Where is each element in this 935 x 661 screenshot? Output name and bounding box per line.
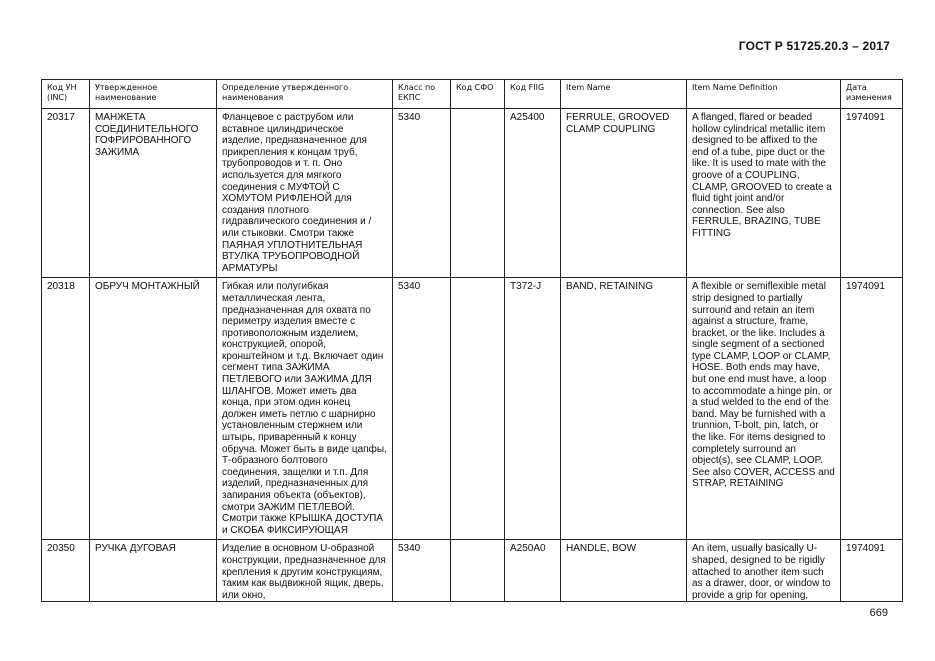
cell-fiig-code: A25400 [505,109,561,278]
header-change-date: Дата изменения [841,80,903,109]
cell-change-date: 1974091 [841,540,903,602]
cell-sfo-code [451,540,505,602]
cell-item-name-definition: A flexible or semiflexible metal strip designed to partially surround and retain an item against a structure, frame, bracket, or the like. Includes a single segment of a sectioned type CLAMP, LOOP or CLAMP, HOSE. Both ends may have, but one end must have, a loop to accommodate a hinge pin, or a stud welded to the end of the band. May be furnished with a trunnion, T-bolt, pin, latch, or the like. For items designed to completely surround an object(s), see CLAMP, LOOP. See also COVER, ACCESS and STRAP, RETAINING [687,278,841,540]
page-number: 669 [869,607,888,619]
cell-approved-name: РУЧКА ДУГОВАЯ [90,540,217,602]
cell-approved-name: МАНЖЕТА СОЕДИНИТЕЛЬНОГО ГОФРИРОВАННОГО ЗАЖИМА [90,109,217,278]
header-approved-name: Утвержденное наименование [90,80,217,109]
cell-class: 5340 [393,278,451,540]
cell-change-date: 1974091 [841,278,903,540]
cell-code: 20318 [42,278,90,540]
cell-sfo-code [451,278,505,540]
header-sfo-code: Код СФО [451,80,505,109]
cell-class: 5340 [393,109,451,278]
item-name-table [41,79,903,602]
cell-name-definition: Гибкая или полугибкая металлическая лента, предназначенная для охвата по периметру изделия вместе с противоположным изделием, конструкцией, опорой, кронштейном и т.д. Включает один сегмент типа ЗАЖИМА ПЕТЛЕВОГО или ЗАЖИМА ДЛЯ ШЛАНГОВ. Может иметь два конца, при этом один конец должен иметь петлю с шарнирно установленным стержнем или штырь, приваренный к концу обруча. Может быть в виде цапфы, Т-образного болтового соединения, защелки и т.п. Для изделий, предназначенных для запирания объекта (объектов), смотри ЗАЖИМ ПЕТЛЕВОЙ. Смотри также КРЫШКА ДОСТУПА и СКОБА ФИКСИРУЮЩАЯ [217,278,393,540]
header-code: Код УН (INC) [42,80,90,109]
cell-class: 5340 [393,540,451,602]
header-item-name: Item Name [561,80,687,109]
cell-code: 20317 [42,109,90,278]
cell-item-name: HANDLE, BOW [561,540,687,602]
standard-header: ГОСТ Р 51725.20.3 – 2017 [738,39,890,53]
cell-item-name-definition: An item, usually basically U-shaped, designed to be rigidly attached to another item such as a drawer, door, or window to provide a grip for opening, [687,540,841,602]
table-row [42,278,903,540]
cell-code: 20350 [42,540,90,602]
cell-approved-name: ОБРУЧ МОНТАЖНЫЙ [90,278,217,540]
header-class: Класс по ЕКПС [393,80,451,109]
cell-item-name-definition: A flanged, flared or beaded hollow cylindrical metallic item designed to be affixed to the end of a tube, pipe duct or the like. It is used to mate with the groove of a COUPLING, CLAMP, GROOVED to create a fluid tight joint and/or connection. See also FERRULE, BRAZING, TUBE FITTING [687,109,841,278]
cell-fiig-code: T372-J [505,278,561,540]
cell-item-name: FERRULE, GROOVED CLAMP COUPLING [561,109,687,278]
header-name-definition: Определение утвержденного наименования [217,80,393,109]
cell-change-date: 1974091 [841,109,903,278]
header-item-name-definition: Item Name Definition [687,80,841,109]
cell-fiig-code: A250A0 [505,540,561,602]
cell-item-name: BAND, RETAINING [561,278,687,540]
cell-name-definition: Изделие в основном U-образной конструкции, предназначенное для крепления к другим конструкциям, таким как выдвижной ящик, дверь, или окно, [217,540,393,602]
table-row [42,109,903,278]
cell-sfo-code [451,109,505,278]
cell-name-definition: Фланцевое с раструбом или вставное цилиндрическое изделие, предназначенное для прикрепления к концам труб, трубопроводов и т. п. Оно используется для мягкого соединения с МУФТОЙ С ХОМУТОМ РИФЛЕНОЙ для создания плотного гидравлического соединения и /или стыковки. Смотри также ПАЯНАЯ УПЛОТНИТЕЛЬНАЯ ВТУЛКА ТРУБОПРОВОДНОЙ АРМАТУРЫ [217,109,393,278]
table-row [42,540,903,602]
header-fiig-code: Код FIIG [505,80,561,109]
table-header-row [42,80,903,109]
